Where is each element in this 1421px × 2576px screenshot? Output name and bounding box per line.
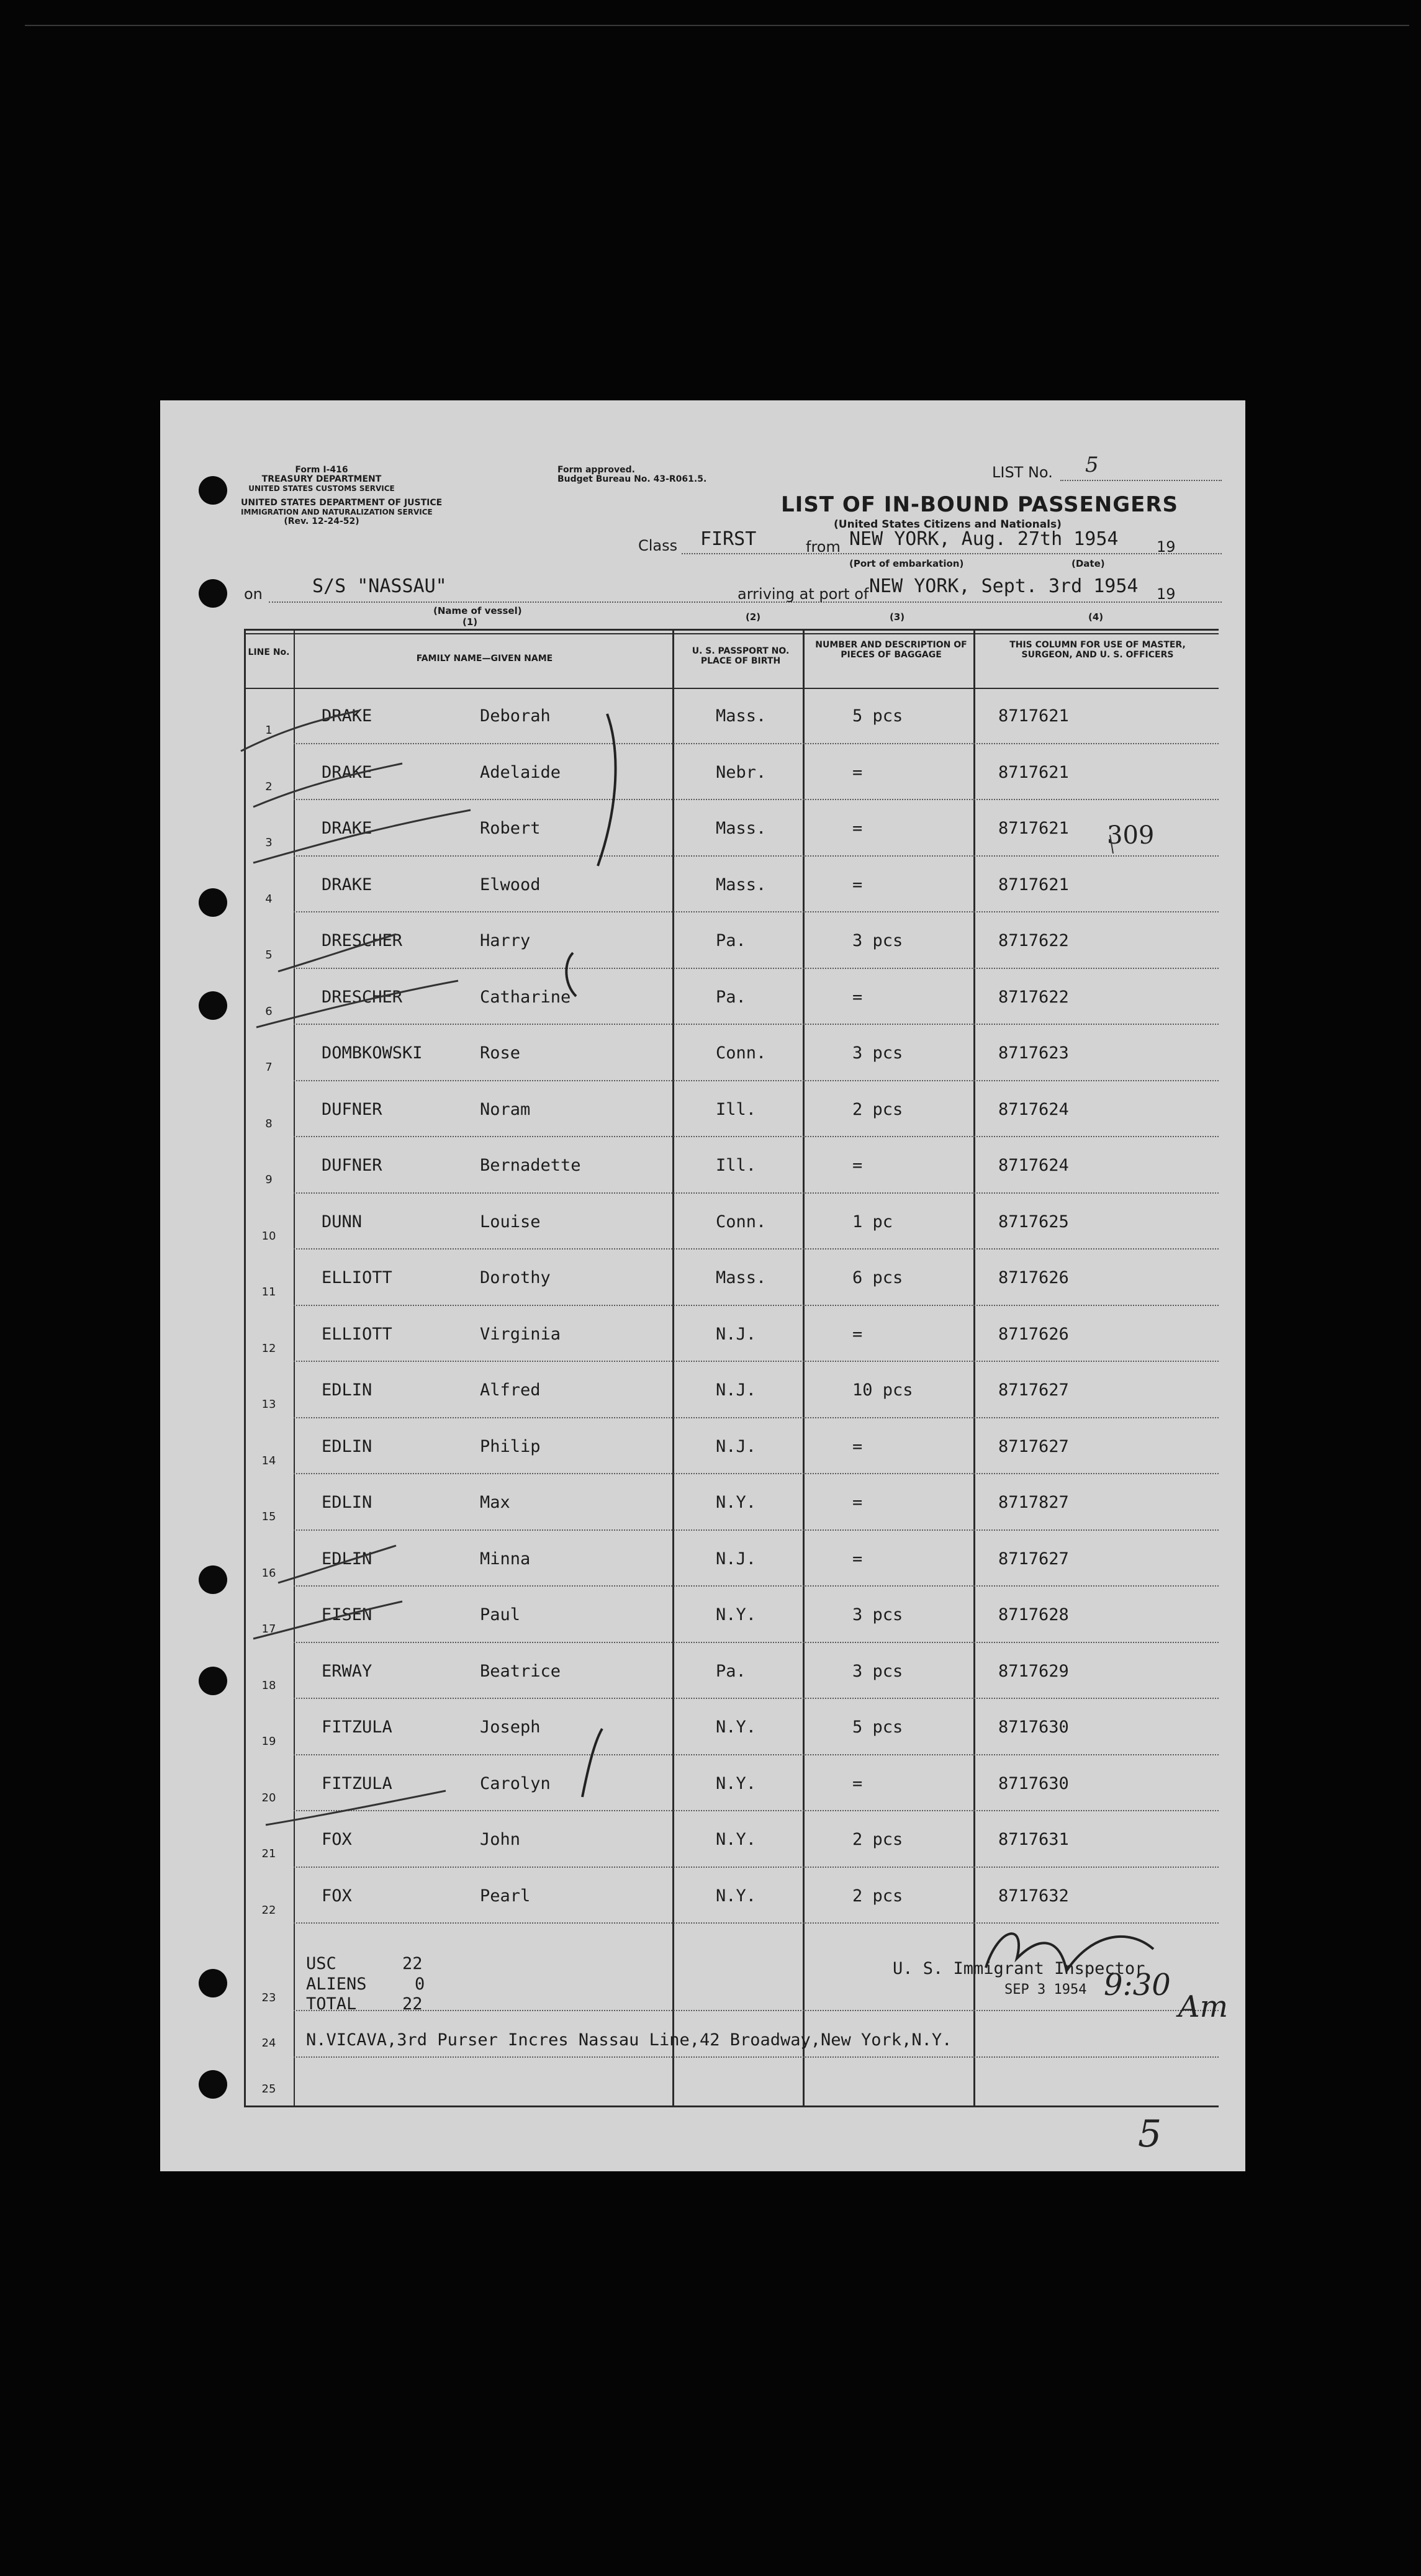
- place-of-birth: N.J.: [716, 1324, 757, 1344]
- year-label: 19: [1157, 538, 1176, 556]
- line-no: 2: [265, 780, 273, 793]
- inspector-stamp-date: SEP 3 1954: [1004, 1982, 1087, 1997]
- family-name: DUNN: [322, 1212, 363, 1232]
- line-no: 14: [261, 1454, 276, 1467]
- col-num-3: (3): [890, 611, 905, 623]
- family-name: FITZULA: [322, 1718, 392, 1737]
- tick-mark: [1110, 835, 1113, 853]
- line-no: 13: [261, 1398, 276, 1411]
- family-name: ELLIOTT: [322, 1324, 392, 1344]
- family-name: DUFNER: [322, 1156, 382, 1175]
- line-no-25: 25: [261, 2083, 276, 2096]
- place-of-birth: Ill.: [716, 1156, 757, 1175]
- place-of-birth: N.Y.: [716, 1605, 757, 1624]
- family-name: ELLIOTT: [322, 1268, 392, 1287]
- officer-ref: 8717627: [998, 1549, 1069, 1569]
- given-name: Catharine: [480, 987, 571, 1007]
- place-of-birth: N.Y.: [716, 1718, 757, 1737]
- given-name: Minna: [480, 1549, 531, 1569]
- place-of-birth: Mass.: [716, 819, 767, 838]
- arriving-value: NEW YORK, Sept. 3rd 1954: [869, 575, 1139, 597]
- baggage: =: [852, 1493, 863, 1512]
- col-header-line-no: LINE No.: [248, 647, 290, 657]
- given-name: Pearl: [480, 1886, 531, 1906]
- officer-ref: 8717626: [998, 1268, 1069, 1287]
- baggage: =: [852, 1324, 863, 1344]
- given-name: Joseph: [480, 1718, 541, 1737]
- manifest-sheet: [160, 400, 1245, 2171]
- baggage: 5 pcs: [852, 706, 903, 726]
- baggage: 6 pcs: [852, 1268, 903, 1287]
- from-label: from: [806, 538, 841, 556]
- officer-ref: 8717622: [998, 987, 1069, 1007]
- family-name: DOMBKOWSKI: [322, 1043, 423, 1063]
- officer-ref: 8717632: [998, 1886, 1069, 1906]
- line-no: 18: [261, 1678, 276, 1692]
- handwritten-marks: [160, 400, 1245, 2171]
- place-of-birth: Conn.: [716, 1212, 767, 1232]
- place-of-birth: N.Y.: [716, 1493, 757, 1512]
- officer-ref: 8717623: [998, 1043, 1069, 1063]
- baggage: 3 pcs: [852, 1043, 903, 1063]
- from-value: NEW YORK, Aug. 27th 1954: [849, 528, 1119, 550]
- given-name: Max: [480, 1493, 510, 1512]
- officer-ref: 8717624: [998, 1156, 1069, 1175]
- line-no: 16: [261, 1566, 276, 1580]
- line-no: 4: [265, 892, 273, 906]
- family-name: DRAKE: [322, 762, 372, 782]
- officer-ref: 8717630: [998, 1718, 1069, 1737]
- family-name: EDLIN: [322, 1549, 372, 1569]
- justice-dept: UNITED STATES DEPARTMENT OF JUSTICE: [241, 498, 443, 508]
- class-value: FIRST: [700, 528, 757, 550]
- place-of-birth: Mass.: [716, 706, 767, 726]
- line-no: 20: [261, 1791, 276, 1804]
- family-name: ERWAY: [322, 1661, 372, 1681]
- place-of-birth: N.J.: [716, 1380, 757, 1400]
- family-name: FOX: [322, 1830, 352, 1849]
- given-name: Bernadette: [480, 1156, 581, 1175]
- baggage: 2 pcs: [852, 1830, 903, 1849]
- line-no: 7: [265, 1061, 273, 1074]
- line-no: 17: [261, 1623, 276, 1636]
- line-no-23: 23: [261, 1991, 276, 2004]
- total-label: TOTAL: [306, 1994, 357, 2014]
- baggage: 2 pcs: [852, 1886, 903, 1906]
- officer-ref: 8717622: [998, 931, 1069, 950]
- place-of-birth: Pa.: [716, 1661, 746, 1681]
- family-name: DRESCHER: [322, 931, 403, 950]
- inspector-signature: [986, 1934, 1153, 1971]
- given-name: John: [480, 1830, 521, 1849]
- customs-service: UNITED STATES CUSTOMS SERVICE: [248, 484, 395, 493]
- form-number: Form I-416: [295, 465, 348, 475]
- place-of-birth: Ill.: [716, 1099, 757, 1119]
- bracket-mark: [598, 714, 616, 866]
- line-no: 5: [265, 948, 273, 961]
- col-header-officers: THIS COLUMN FOR USE OF MASTER, SURGEON, AND U. S. OFFICERS: [1009, 640, 1186, 660]
- bracket-mark: [582, 1729, 602, 1797]
- check-marks: [241, 711, 471, 1825]
- family-name: DRAKE: [322, 706, 372, 726]
- family-name: EDLIN: [322, 1493, 372, 1512]
- line-no: 15: [261, 1510, 276, 1523]
- baggage: =: [852, 819, 863, 838]
- page-title: LIST OF IN-BOUND PASSENGERS: [781, 492, 1178, 517]
- officer-ref: 8717625: [998, 1212, 1069, 1232]
- scan-border: [25, 25, 1409, 26]
- officer-ref: 8717629: [998, 1661, 1069, 1681]
- family-name: DUFNER: [322, 1099, 382, 1119]
- place-of-birth: Mass.: [716, 1268, 767, 1287]
- place-of-birth: N.Y.: [716, 1886, 757, 1906]
- aliens-label: ALIENS: [306, 1975, 367, 1994]
- col-header-baggage: NUMBER AND DESCRIPTION OF PIECES OF BAGGAGE: [815, 640, 967, 660]
- total-value: 22: [402, 1994, 423, 2014]
- place-of-birth: Conn.: [716, 1043, 767, 1063]
- line-no: 22: [261, 1903, 276, 1917]
- given-name: Alfred: [480, 1380, 541, 1400]
- given-name: Robert: [480, 819, 541, 838]
- year-label-2: 19: [1157, 585, 1176, 603]
- baggage: 3 pcs: [852, 1661, 903, 1681]
- baggage: 5 pcs: [852, 1718, 903, 1737]
- bracket-mark: [566, 953, 576, 996]
- list-no-value: 5: [1085, 453, 1099, 477]
- baggage: =: [852, 1156, 863, 1175]
- line-no: 6: [265, 1004, 273, 1018]
- baggage: 2 pcs: [852, 1099, 903, 1119]
- line-no: 11: [261, 1286, 276, 1299]
- family-name: DRESCHER: [322, 987, 403, 1007]
- given-name: Rose: [480, 1043, 521, 1063]
- officer-ref: 8717627: [998, 1380, 1069, 1400]
- on-label: on: [244, 585, 263, 603]
- place-of-birth: Pa.: [716, 987, 746, 1007]
- given-name: Harry: [480, 931, 531, 950]
- place-of-birth: Mass.: [716, 875, 767, 894]
- list-no-label: LIST No.: [992, 464, 1053, 481]
- given-name: Noram: [480, 1099, 531, 1119]
- officer-ref: 8717624: [998, 1099, 1069, 1119]
- baggage: =: [852, 1436, 863, 1456]
- family-name: FOX: [322, 1886, 352, 1906]
- arriving-label: arriving at port of: [738, 585, 869, 603]
- vessel-caption: (Name of vessel): [433, 605, 522, 616]
- usc-label: USC: [306, 1954, 336, 1973]
- officer-ref: 8717626: [998, 1324, 1069, 1344]
- line-no: 9: [265, 1173, 273, 1186]
- line-no: 1: [265, 724, 273, 737]
- officer-ref: 8717627: [998, 1436, 1069, 1456]
- line-no: 12: [261, 1341, 276, 1355]
- given-name: Beatrice: [480, 1661, 561, 1681]
- place-of-birth: N.Y.: [716, 1773, 757, 1793]
- given-name: Philip: [480, 1436, 541, 1456]
- inspector-time: 9:30: [1104, 1968, 1171, 2002]
- given-name: Virginia: [480, 1324, 561, 1344]
- line-no: 3: [265, 836, 273, 849]
- col-num-4: (4): [1088, 611, 1104, 623]
- baggage: =: [852, 1773, 863, 1793]
- baggage: 3 pcs: [852, 931, 903, 950]
- place-of-birth: N.J.: [716, 1436, 757, 1456]
- page-mark: 5: [1138, 2112, 1162, 2156]
- vessel-name: S/S "NASSAU": [312, 575, 447, 597]
- baggage: 3 pcs: [852, 1605, 903, 1624]
- given-name: Deborah: [480, 706, 551, 726]
- family-name: FITZULA: [322, 1773, 392, 1793]
- baggage: =: [852, 987, 863, 1007]
- place-of-birth: N.J.: [716, 1549, 757, 1569]
- budget-text: Budget Bureau No. 43-R061.5.: [557, 474, 707, 484]
- place-of-birth: Pa.: [716, 931, 746, 950]
- family-name: EISEN: [322, 1605, 372, 1624]
- given-name: Louise: [480, 1212, 541, 1232]
- margin-number: 309: [1107, 821, 1155, 850]
- inspector-caption: U. S. Immigrant Inspector: [893, 1959, 1145, 1978]
- given-name: Paul: [480, 1605, 521, 1624]
- vessel-col-num: (1): [462, 616, 478, 628]
- line-no: 21: [261, 1847, 276, 1860]
- given-name: Carolyn: [480, 1773, 551, 1793]
- ins-service: IMMIGRATION AND NATURALIZATION SERVICE: [241, 508, 433, 516]
- usc-value: 22: [402, 1954, 423, 1973]
- place-of-birth: Nebr.: [716, 762, 767, 782]
- line-no: 19: [261, 1735, 276, 1748]
- treasury-dept: TREASURY DEPARTMENT: [261, 474, 382, 484]
- baggage: =: [852, 762, 863, 782]
- officer-ref: 8717621: [998, 875, 1069, 894]
- officer-ref: 8717621: [998, 706, 1069, 726]
- place-of-birth: N.Y.: [716, 1830, 757, 1849]
- given-name: Elwood: [480, 875, 541, 894]
- line-no: 10: [261, 1229, 276, 1243]
- baggage: =: [852, 1549, 863, 1569]
- officer-ref: 8717827: [998, 1493, 1069, 1512]
- col-header-passport: U. S. PASSPORT NO. PLACE OF BIRTH: [692, 646, 790, 666]
- officer-ref: 8717630: [998, 1773, 1069, 1793]
- officer-ref: 8717628: [998, 1605, 1069, 1624]
- approved-text: Form approved.: [557, 465, 635, 475]
- baggage: 10 pcs: [852, 1380, 913, 1400]
- inspector-initials: Am: [1178, 1989, 1229, 2024]
- officer-ref: 8717621: [998, 819, 1069, 838]
- family-name: EDLIN: [322, 1380, 372, 1400]
- given-name: Adelaide: [480, 762, 561, 782]
- class-label: Class: [638, 537, 678, 554]
- line-no-24: 24: [261, 2037, 276, 2050]
- aliens-value: 0: [415, 1975, 425, 1994]
- col-num-2: (2): [746, 611, 761, 623]
- officer-ref: 8717621: [998, 762, 1069, 782]
- baggage: 1 pc: [852, 1212, 893, 1232]
- page-subtitle: (United States Citizens and Nationals): [834, 518, 1062, 531]
- purser-line: N.VICAVA,3rd Purser Incres Nassau Line,42 Broadway,New York,N.Y.: [306, 2030, 952, 2050]
- family-name: DRAKE: [322, 875, 372, 894]
- officer-ref: 8717631: [998, 1830, 1069, 1849]
- family-name: EDLIN: [322, 1436, 372, 1456]
- line-no: 8: [265, 1117, 273, 1130]
- given-name: Dorothy: [480, 1268, 551, 1287]
- port-embark-caption: (Port of embarkation): [849, 558, 964, 569]
- col-header-name: FAMILY NAME—GIVEN NAME: [416, 654, 553, 664]
- family-name: DRAKE: [322, 819, 372, 838]
- date-caption: (Date): [1071, 558, 1105, 569]
- baggage: =: [852, 875, 863, 894]
- revision: (Rev. 12-24-52): [284, 516, 359, 526]
